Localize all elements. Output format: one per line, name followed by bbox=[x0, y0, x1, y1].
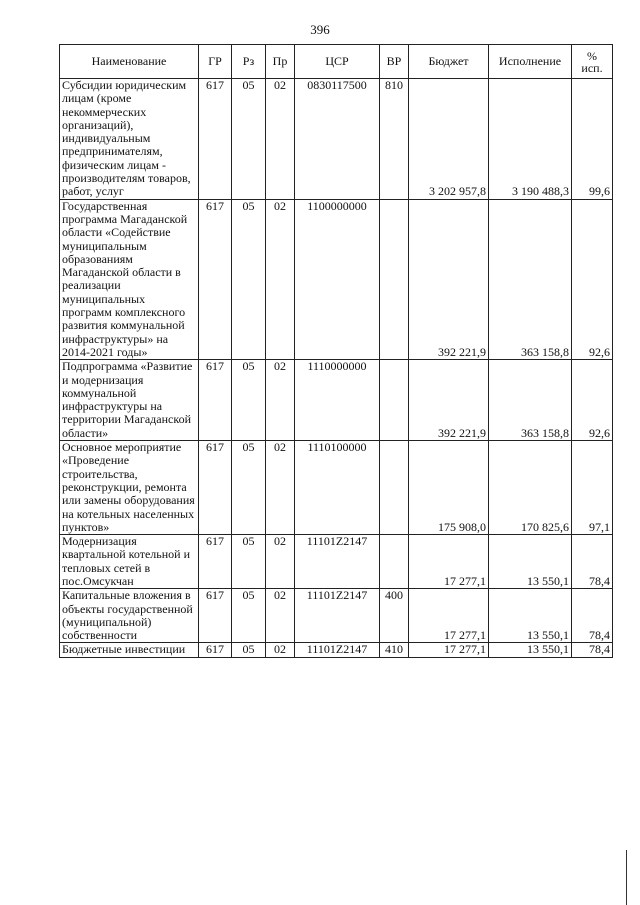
row-budget: 17 277,1 bbox=[409, 589, 489, 643]
row-name: Капитальные вложения в объекты государственной (муниципальной) собственности bbox=[60, 589, 199, 643]
row-csr: 0830117500 bbox=[295, 79, 380, 200]
row-rz: 05 bbox=[232, 199, 266, 360]
header-name: Наименование bbox=[60, 45, 199, 79]
header-vr: ВР bbox=[380, 45, 409, 79]
row-percent: 97,1 bbox=[572, 441, 613, 535]
row-budget: 392 221,9 bbox=[409, 360, 489, 441]
row-csr: 1110000000 bbox=[295, 360, 380, 441]
header-row bbox=[60, 45, 613, 79]
row-name: Модернизация квартальной котельной и тепловых сетей в пос.Омсукчан bbox=[60, 535, 199, 589]
row-execution: 170 825,6 bbox=[489, 441, 572, 535]
row-csr: 1110100000 bbox=[295, 441, 380, 535]
row-vr bbox=[380, 441, 409, 535]
row-budget: 17 277,1 bbox=[409, 643, 489, 657]
row-execution: 363 158,8 bbox=[489, 360, 572, 441]
row-percent: 92,6 bbox=[572, 199, 613, 360]
table-row bbox=[60, 79, 613, 200]
row-gr: 617 bbox=[199, 199, 232, 360]
row-percent: 92,6 bbox=[572, 360, 613, 441]
table-row bbox=[60, 535, 613, 589]
table-row bbox=[60, 199, 613, 360]
row-pr: 02 bbox=[266, 589, 295, 643]
row-name: Бюджетные инвестиции bbox=[60, 643, 199, 657]
header-gr: ГР bbox=[199, 45, 232, 79]
table-row bbox=[60, 360, 613, 441]
row-percent: 99,6 bbox=[572, 79, 613, 200]
row-vr bbox=[380, 535, 409, 589]
header-budget: Бюджет bbox=[409, 45, 489, 79]
row-gr: 617 bbox=[199, 589, 232, 643]
row-execution: 13 550,1 bbox=[489, 535, 572, 589]
row-pr: 02 bbox=[266, 360, 295, 441]
row-vr bbox=[380, 199, 409, 360]
row-rz: 05 bbox=[232, 589, 266, 643]
row-percent: 78,4 bbox=[572, 535, 613, 589]
row-vr: 810 bbox=[380, 79, 409, 200]
row-gr: 617 bbox=[199, 441, 232, 535]
row-pr: 02 bbox=[266, 535, 295, 589]
row-budget: 17 277,1 bbox=[409, 535, 489, 589]
row-execution: 13 550,1 bbox=[489, 589, 572, 643]
row-vr: 400 bbox=[380, 589, 409, 643]
row-name: Основное мероприятие «Проведение строительства, реконструкции, ремонта или замены оборудования на котельных населенных пунктов» bbox=[60, 441, 199, 535]
row-vr: 410 bbox=[380, 643, 409, 657]
row-execution: 3 190 488,3 bbox=[489, 79, 572, 200]
row-csr: 1100000000 bbox=[295, 199, 380, 360]
row-name: Подпрограмма «Развитие и модернизация коммунальной инфраструктуры на территории Магаданской области» bbox=[60, 360, 199, 441]
row-gr: 617 bbox=[199, 360, 232, 441]
row-budget: 175 908,0 bbox=[409, 441, 489, 535]
row-vr bbox=[380, 360, 409, 441]
table-row bbox=[60, 589, 613, 643]
header-percent: % исп. bbox=[572, 45, 613, 79]
row-rz: 05 bbox=[232, 535, 266, 589]
row-gr: 617 bbox=[199, 643, 232, 657]
row-csr: 11101Z2147 bbox=[295, 535, 380, 589]
row-gr: 617 bbox=[199, 535, 232, 589]
row-execution: 13 550,1 bbox=[489, 643, 572, 657]
row-budget: 392 221,9 bbox=[409, 199, 489, 360]
row-percent: 78,4 bbox=[572, 589, 613, 643]
row-pr: 02 bbox=[266, 199, 295, 360]
row-rz: 05 bbox=[232, 643, 266, 657]
row-rz: 05 bbox=[232, 441, 266, 535]
row-gr: 617 bbox=[199, 79, 232, 200]
row-name: Субсидии юридическим лицам (кроме некоммерческих организаций), индивидуальным предпринимателям, физическим лицам - производителям товаров, работ, услуг bbox=[60, 79, 199, 200]
scan-margin-line bbox=[626, 850, 627, 905]
row-execution: 363 158,8 bbox=[489, 199, 572, 360]
row-budget: 3 202 957,8 bbox=[409, 79, 489, 200]
row-pr: 02 bbox=[266, 79, 295, 200]
row-name: Государственная программа Магаданской области «Содействие муниципальным образованиям Магаданской области в реализации муниципальных программ комплексного развития коммунальной инфраструктуры» на 2014-2021 годы» bbox=[60, 199, 199, 360]
row-rz: 05 bbox=[232, 360, 266, 441]
row-rz: 05 bbox=[232, 79, 266, 200]
row-percent: 78,4 bbox=[572, 643, 613, 657]
header-pr: Пр bbox=[266, 45, 295, 79]
row-pr: 02 bbox=[266, 643, 295, 657]
table-row bbox=[60, 643, 613, 657]
header-csr: ЦСР bbox=[295, 45, 380, 79]
row-csr: 11101Z2147 bbox=[295, 643, 380, 657]
table-row bbox=[60, 441, 613, 535]
row-pr: 02 bbox=[266, 441, 295, 535]
row-csr: 11101Z2147 bbox=[295, 589, 380, 643]
header-rz: Рз bbox=[232, 45, 266, 79]
page-number: 396 bbox=[310, 22, 330, 37]
budget-table bbox=[59, 44, 613, 658]
header-execution: Исполнение bbox=[489, 45, 572, 79]
